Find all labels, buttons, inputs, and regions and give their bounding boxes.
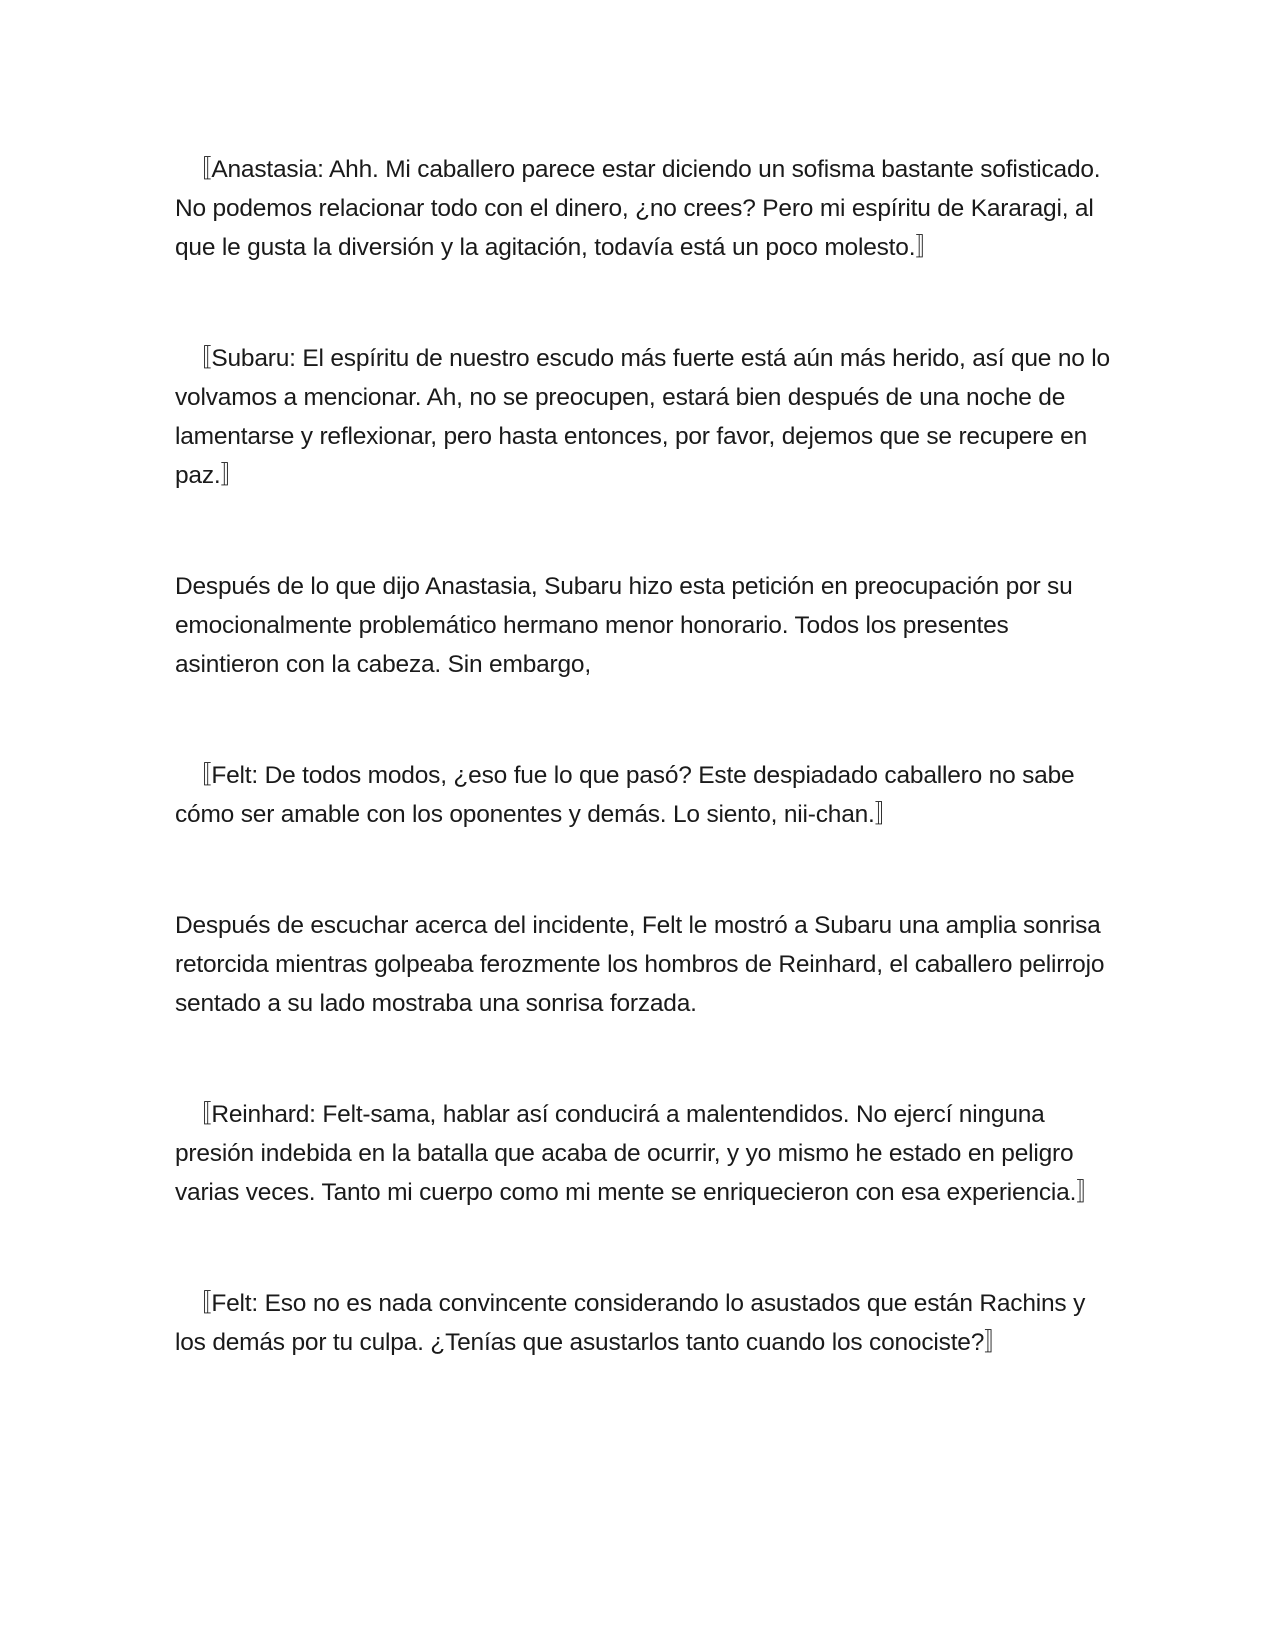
paragraph-spacer: [175, 1212, 1110, 1284]
paragraph-anastasia-dialogue: 〚Anastasia: Ahh. Mi caballero parece estar diciendo un sofisma bastante sofisticado. No podemos relacionar todo con el dinero, ¿no crees? Pero mi espíritu de Kararagi, al que le gusta la diversión y la agitación, todavía está un poco molesto.〛: [175, 156, 1108, 261]
paragraph-felt-dialogue-1: 〚Felt: De todos modos, ¿eso fue lo que pasó? Este despiadado caballero no sabe cómo ser amable con los oponentes y demás. Lo siento, nii-chan.〛: [175, 762, 1082, 828]
paragraph-subaru-dialogue: 〚Subaru: El espíritu de nuestro escudo más fuerte está aún más herido, así que no lo volvamos a mencionar. Ah, no se preocupen, estará bien después de una noche de lamentarse y reflexionar, pero hasta entonces, por favor, dejemos que se recupere en paz.〛: [175, 345, 1117, 489]
paragraph-narration-incident: Después de escuchar acerca del incidente, Felt le mostró a Subaru una amplia sonrisa retorcida mientras golpeaba ferozmente los hombros de Reinhard, el caballero pelirrojo sentado a su lado mostraba una sonrisa forzada.: [175, 912, 1111, 1017]
paragraph-spacer: [175, 684, 1110, 756]
paragraph-spacer: [175, 267, 1110, 339]
paragraph-narration-request: Después de lo que dijo Anastasia, Subaru hizo esta petición en preocupación por su emocionalmente problemático hermano menor honorario. Todos los presentes asintieron con la cabeza. Sin embargo,: [175, 573, 1080, 678]
paragraph-spacer: [175, 834, 1110, 906]
paragraph-reinhard-dialogue: 〚Reinhard: Felt-sama, hablar así conducirá a malentendidos. No ejercí ninguna presión indebida en la batalla que acaba de ocurrir, y yo mismo he estado en peligro varias veces. Tanto mi cuerpo como mi mente se enriquecieron con esa experiencia.〛: [175, 1101, 1101, 1206]
paragraph-spacer: [175, 1023, 1110, 1095]
paragraph-spacer: [175, 495, 1110, 567]
paragraph-felt-dialogue-2: 〚Felt: Eso no es nada convincente considerando lo asustados que están Rachins y los demás por tu culpa. ¿Tenías que asustarlos tanto cuando los conociste?〛: [175, 1290, 1092, 1356]
document-body: [175, 150, 1117, 1362]
